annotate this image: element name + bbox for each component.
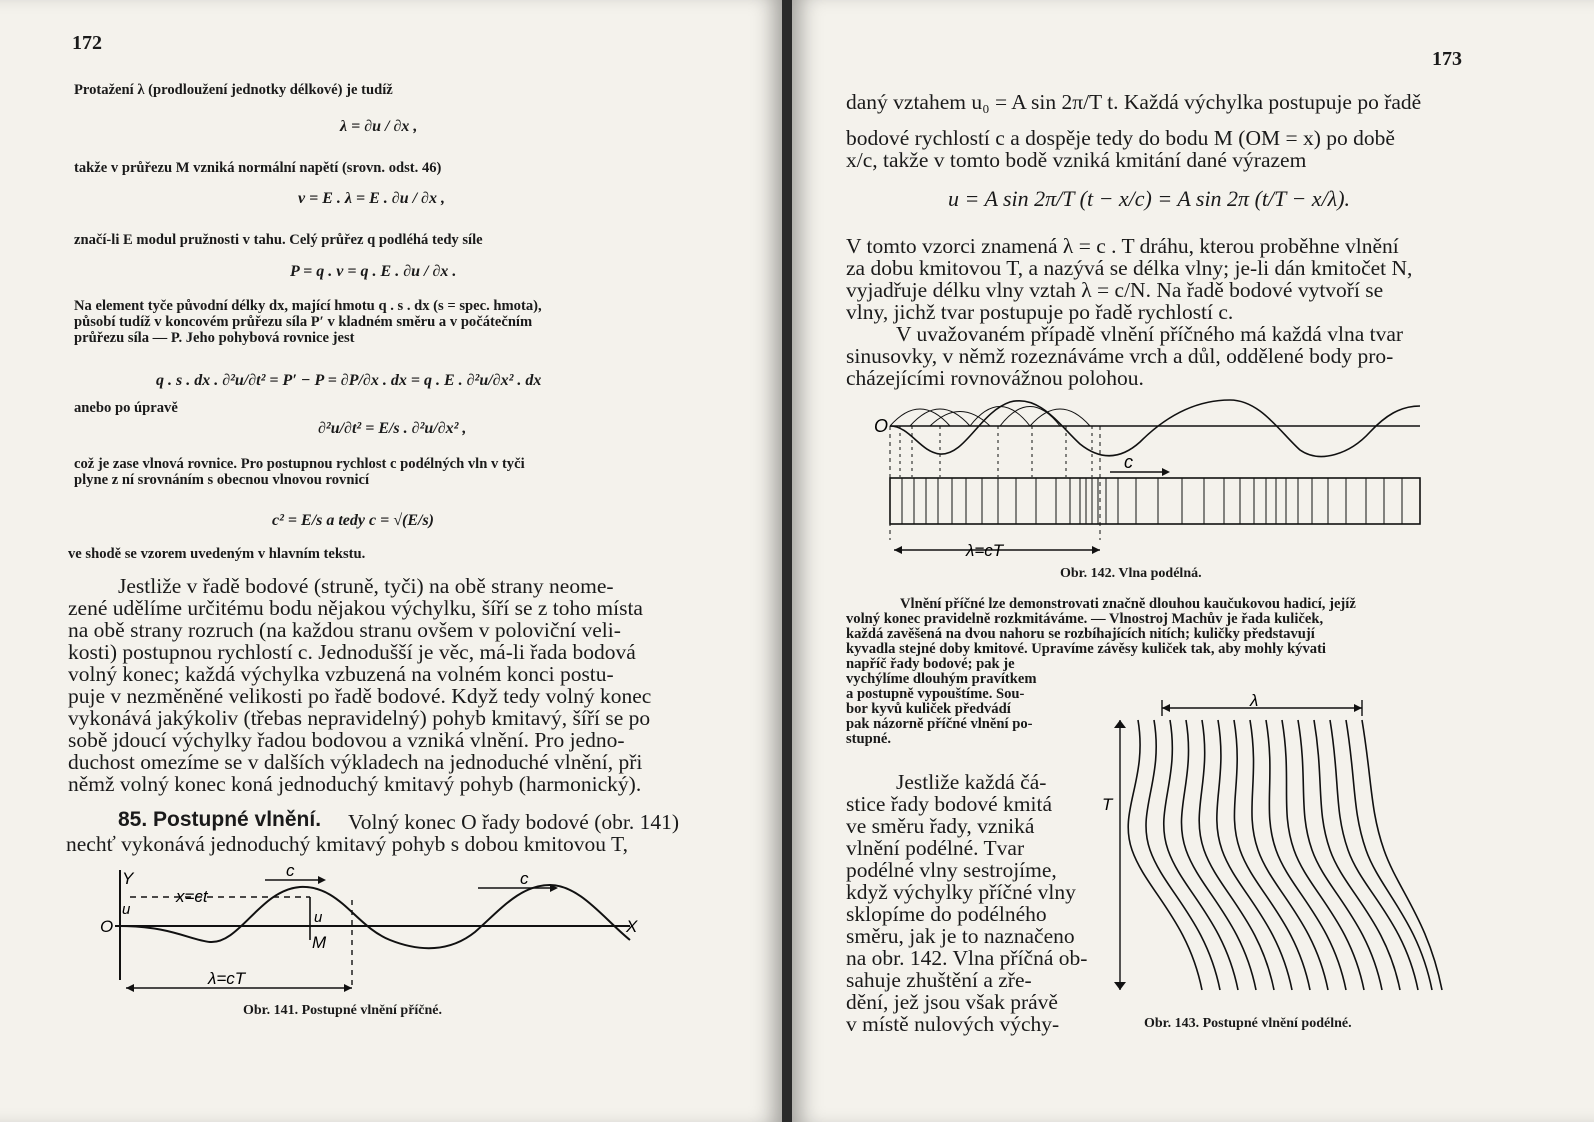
bottom-line-3: ve směru řady, vzniká: [846, 814, 1035, 838]
small-line-6: vychýlíme dlouhým pravítkem: [846, 671, 1037, 687]
left-page: [0, 0, 782, 1122]
small-line-5: napříč řady bodové; pak je: [846, 656, 1015, 672]
section-text-1: Volný konec O řady bodové (obr. 141): [348, 810, 680, 834]
vzorci-line-6: sinusovky, v němž rozeznáváme vrch a důl, oddělené body pro-: [846, 344, 1394, 368]
fig143-lambda-label: λ: [1250, 691, 1259, 710]
stress-line: takže v průřezu M vzniká normální napětí (srovn. odst. 46): [74, 160, 442, 176]
modul-line: značí-li E modul pružnosti v tahu. Celý průřez q podléhá tedy síle: [74, 232, 483, 248]
main-line-3: na obě strany rozruch (na každou stranu ovšem v poloviční veli-: [68, 618, 621, 642]
vzorci-line-1: V tomto vzorci znamená λ = c . T dráhu, kterou proběhne vlnění: [846, 234, 1399, 258]
wave-line-1: což je zase vlnová rovnice. Pro postupnou rychlost c podélných vln v tyči: [74, 456, 525, 472]
fig142-lambda-head-right: [1092, 546, 1100, 554]
bottom-line-1: Jestliže každá čá-: [896, 770, 1047, 794]
fig143-t-head-top: [1114, 720, 1126, 728]
fig141-u1-label: u: [122, 901, 131, 918]
fig141-xct-label: x=ct: [176, 887, 208, 906]
page-number-right: 173: [1432, 48, 1462, 70]
main-line-6: puje v nezměněné velikosti po řadě bodové. Když tedy volný konec: [68, 684, 652, 708]
shoda-line: ve shodě se vzorem uvedeným v hlavním tekstu.: [68, 546, 366, 562]
upravy-line: anebo po úpravě: [74, 400, 178, 416]
small-line-3: každá zavěšená na dvou nahoru se rozbíhajících nitích; kuličky představují: [846, 626, 1315, 642]
small-line-4: kyvadla stejné doby kmitové. Upravíme závěsy kuliček tak, aby mohly kývati: [846, 641, 1326, 657]
fig141-lambda-label: λ=cT: [208, 969, 246, 988]
bottom-line-5: podélné vlny sestrojíme,: [846, 858, 1057, 882]
fig142-sine: [890, 400, 1420, 456]
small-line-2: volný konec pravidelně rozkmitáváme. — Vlnostroj Machův je řada kuliček,: [846, 611, 1324, 627]
element-line-2: působí tudíž v koncovém průřezu síla P′ v kladném směru a v počátečním: [74, 314, 533, 330]
bottom-line-12: v místě nulových výchy-: [846, 1012, 1060, 1036]
figure-141: [90, 860, 660, 1000]
main-line-1: Jestliže v řadě bodové (struně, tyči) na obě strany neome-: [118, 574, 614, 598]
small-line-7: a postupně vypouštíme. Sou-: [846, 686, 1025, 702]
vzorci-line-3: vyjadřuje délku vlny vztah λ = c/N. Na řadě bodové vytvoří se: [846, 278, 1384, 302]
fig141-y-label: Y: [122, 869, 134, 888]
fig141-u2-label: u: [314, 909, 323, 926]
element-line-3: průřezu síla — P. Jeho pohybová rovnice jest: [74, 330, 355, 346]
equation-1: λ = ∂u / ∂x ,: [340, 118, 418, 135]
bottom-line-4: vlnění podélné. Tvar: [846, 836, 1025, 860]
bottom-line-11: dění, jež jsou však právě: [846, 990, 1058, 1014]
small-line-10: stupné.: [846, 731, 892, 747]
main-line-7: vykonává jakýkoliv (třebas nepravidelný) pohyb kmitavý, šíří se po: [68, 706, 651, 730]
equation-6: c² = E/s a tedy c = √(E/s): [272, 512, 435, 529]
fig142-caption: Obr. 142. Vlna podélná.: [1060, 566, 1202, 581]
figure-142: [870, 392, 1430, 562]
lambda-arrow-head-left: [126, 984, 134, 992]
fig142-lambda-label: λ=cT: [966, 541, 1004, 560]
main-line-4: kosti) postupnou rychlostí c. Jednodušší je věc, má-li řada bodová: [68, 640, 636, 664]
top-line-1: daný vztahem u₀ = A sin 2π/T t. Každá výchylka postupuje po řadě: [846, 90, 1422, 114]
element-line-1: Na element tyče původní délky dx, mající hmotu q . s . dx (s = spec. hmota),: [74, 298, 542, 314]
fig142-rod: [890, 478, 1420, 524]
fig143-t-head-bottom: [1114, 982, 1126, 990]
small-line-1: Vlnění příčné lze demonstrovati značně dlouhou kaučukovou hadicí, jejíž: [900, 596, 1356, 612]
bottom-line-7: sklopíme do podélného: [846, 902, 1047, 926]
vzorci-line-7: cházejícími rovnovážnou polohou.: [846, 366, 1144, 390]
fig143-caption: Obr. 143. Postupné vlnění podélné.: [1144, 1016, 1352, 1031]
main-line-5: volný konec; každá výchylka vzbuzená na volném konci postu-: [68, 662, 614, 686]
top-line-2: bodové rychlostí c a dospěje tedy do bodu M (OM = x) po době: [846, 126, 1395, 150]
fig142-c-arrow-head: [1162, 468, 1170, 476]
equation-5: ∂²u/∂t² = E/s . ∂²u/∂x² ,: [318, 420, 467, 437]
fig141-o-label: O: [100, 917, 114, 936]
fig142-lambda-head-left: [894, 546, 902, 554]
main-line-2: zené udělíme určitému bodu nějakou výchylku, šíří se z toho místa: [68, 596, 643, 620]
fig142-rod-lines: [902, 478, 1402, 524]
fig143-lambda-head-left: [1162, 704, 1170, 712]
equation-2: ν = E . λ = E . ∂u / ∂x ,: [298, 190, 445, 207]
lambda-arrow-head-right: [344, 984, 352, 992]
page-number-left: 172: [72, 32, 102, 54]
vzorci-line-2: za dobu kmitovou T, a nazývá se délka vlny; je-li dán kmitočet N,: [846, 256, 1413, 280]
bottom-line-8: směru, jak je to naznačeno: [846, 924, 1075, 948]
wave-line-2: plyne z ní srovnáním s obecnou vlnovou rovnicí: [74, 472, 370, 488]
fig143-t-label: T: [1102, 795, 1113, 814]
fig141-caption: Obr. 141. Postupné vlnění příčné.: [243, 1003, 443, 1018]
bottom-line-2: stice řady bodové kmitá: [846, 792, 1052, 816]
equation-4: q . s . dx . ∂²u/∂t² = P′ − P = ∂P/∂x . dx = q . E . ∂²u/∂x² . dx: [156, 372, 542, 389]
intro-line: Protažení λ (prodloužení jednotky délkové) je tudíž: [74, 82, 393, 98]
vzorci-line-4: vlny, jichž tvar postupuje po řadě rychlostí c.: [846, 300, 1234, 324]
main-line-8: sobě jdoucí výchylky řadou bodovou a vzniká vlnění. Pro jedno-: [68, 728, 625, 752]
fig141-c2-label: c: [520, 869, 529, 888]
fig141-m-label: M: [312, 933, 327, 952]
bottom-line-9: na obr. 142. Vlna příčná ob-: [846, 946, 1088, 970]
fig142-c-label: c: [1124, 452, 1133, 472]
fig141-x-label: X: [626, 917, 638, 936]
top-line-3: x/c, takže v tomto bodě vzniká kmitání dané výrazem: [846, 148, 1307, 172]
section-heading: 85. Postupné vlnění.: [118, 808, 322, 831]
bottom-line-6: když výchylky příčné vlny: [846, 880, 1076, 904]
book-gutter: [782, 0, 792, 1122]
vzorci-line-5: V uvažovaném případě vlnění příčného má každá vlna tvar: [896, 322, 1404, 346]
equation-3: P = q . ν = q . E . ∂u / ∂x .: [290, 263, 457, 280]
bottom-line-10: sahuje zhuštění a zře-: [846, 968, 1032, 992]
right-page: [792, 0, 1594, 1122]
small-line-8: bor kyvů kuliček předvádí: [846, 701, 1011, 717]
fig142-o-label: O: [874, 416, 889, 436]
fig143-wave-lines: [1128, 720, 1442, 990]
small-line-9: pak názorně příčné vlnění po-: [846, 716, 1033, 732]
c-arrow-1-head: [318, 876, 326, 884]
main-line-9: duchost omezíme se v dalších výkladech na jednoduché vlnění, při: [68, 750, 643, 774]
fig143-lambda-head-right: [1354, 704, 1362, 712]
section-text-2: nechť vykonává jednoduchý kmitavý pohyb s dobou kmitovou T,: [66, 832, 628, 856]
main-line-10: němž volný konec koná jednoduchý kmitavý pohyb (harmonický).: [68, 772, 642, 796]
figure-143: [1102, 690, 1452, 1015]
wave-equation: u = A sin 2π/T (t − x/c) = A sin 2π (t/T − x/λ).: [948, 186, 1351, 211]
fig141-c1-label: c: [286, 861, 295, 880]
